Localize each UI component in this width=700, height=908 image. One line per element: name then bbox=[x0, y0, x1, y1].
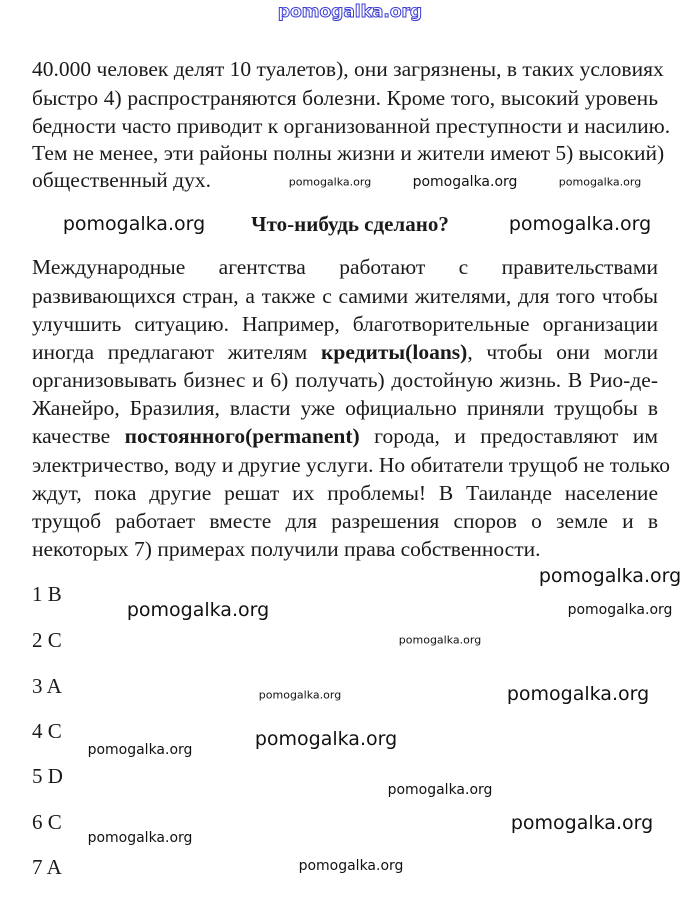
watermark: pomogalka.org bbox=[258, 688, 342, 702]
text-line: общественный дух. bbox=[32, 168, 211, 192]
text-line bbox=[32, 423, 658, 449]
watermark: pomogalka.org bbox=[254, 728, 398, 750]
word: Международные bbox=[32, 255, 186, 279]
text-line bbox=[32, 254, 658, 280]
word: с bbox=[458, 255, 469, 279]
text: города, и предоставляют им bbox=[359, 424, 658, 448]
section-heading: Что-нибудь сделано? bbox=[251, 212, 449, 236]
text-line: некоторых 7) примерах получили права собственности. bbox=[32, 537, 541, 561]
bold-term: кредиты(loans) bbox=[320, 340, 468, 364]
watermark: pomogalka.org bbox=[510, 812, 654, 834]
watermark: pomogalka.org bbox=[398, 633, 482, 647]
bold-term: постоянного(permanent) bbox=[124, 424, 360, 448]
text-line: развивающихся стран, а также с самими жителями, для того чтобы bbox=[32, 284, 658, 308]
watermark: pomogalka.org bbox=[508, 213, 652, 235]
watermark: pomogalka.org bbox=[298, 858, 404, 874]
text-line: Жанейро, Бразилия, власти уже официально приняли трущобы в bbox=[32, 396, 658, 420]
text-line: ждут, пока другие решат их проблемы! В Таиланде население bbox=[32, 481, 658, 505]
watermark: pomogalka.org bbox=[87, 742, 193, 758]
header-watermark: pomogalka.org bbox=[277, 2, 423, 22]
watermark: pomogalka.org bbox=[412, 174, 518, 190]
watermark: pomogalka.org bbox=[126, 599, 270, 621]
text-line: бедности часто приводит к организованной преступности и насилию. bbox=[32, 114, 671, 138]
answer-item: 7 A bbox=[32, 855, 62, 879]
watermark: pomogalka.org bbox=[387, 782, 493, 798]
text-line: электричество, воду и другие услуги. Но обитатели трущоб не только bbox=[32, 453, 671, 477]
text-line: Тем не менее, эти районы полны жизни и жители имеют 5) высокий) bbox=[32, 141, 665, 165]
text-line bbox=[32, 339, 658, 365]
answer-item: 1 B bbox=[32, 582, 62, 606]
answer-item: 3 A bbox=[32, 674, 62, 698]
word: работают bbox=[339, 255, 426, 279]
text: качестве bbox=[32, 424, 125, 448]
answer-item: 5 D bbox=[32, 764, 63, 788]
watermark: pomogalka.org bbox=[288, 175, 372, 189]
word: агентства bbox=[218, 255, 306, 279]
answer-item: 2 C bbox=[32, 628, 62, 652]
watermark: pomogalka.org bbox=[62, 213, 206, 235]
text: иногда предлагают жителям bbox=[32, 340, 321, 364]
word: правительствами bbox=[501, 255, 658, 279]
text: , чтобы они могли bbox=[467, 340, 659, 364]
text-line: организовывать бизнес и 6) получать) достойную жизнь. В Рио-де- bbox=[32, 368, 658, 392]
text-line: 40.000 человек делят 10 туалетов), они загрязнены, в таких условиях bbox=[32, 57, 664, 81]
answer-item: 4 C bbox=[32, 719, 62, 743]
watermark: pomogalka.org bbox=[567, 602, 673, 618]
answer-item: 6 C bbox=[32, 810, 62, 834]
watermark: pomogalka.org bbox=[558, 175, 642, 189]
text-line: улучшить ситуацию. Например, благотворительные организации bbox=[32, 312, 658, 336]
text-line: быстро 4) распространяются болезни. Кроме того, высокий уровень bbox=[32, 86, 658, 110]
watermark: pomogalka.org bbox=[87, 830, 193, 846]
text-line: трущоб работает вместе для разрешения споров о земле и в bbox=[32, 509, 658, 533]
watermark: pomogalka.org bbox=[538, 565, 682, 587]
watermark: pomogalka.org bbox=[506, 683, 650, 705]
